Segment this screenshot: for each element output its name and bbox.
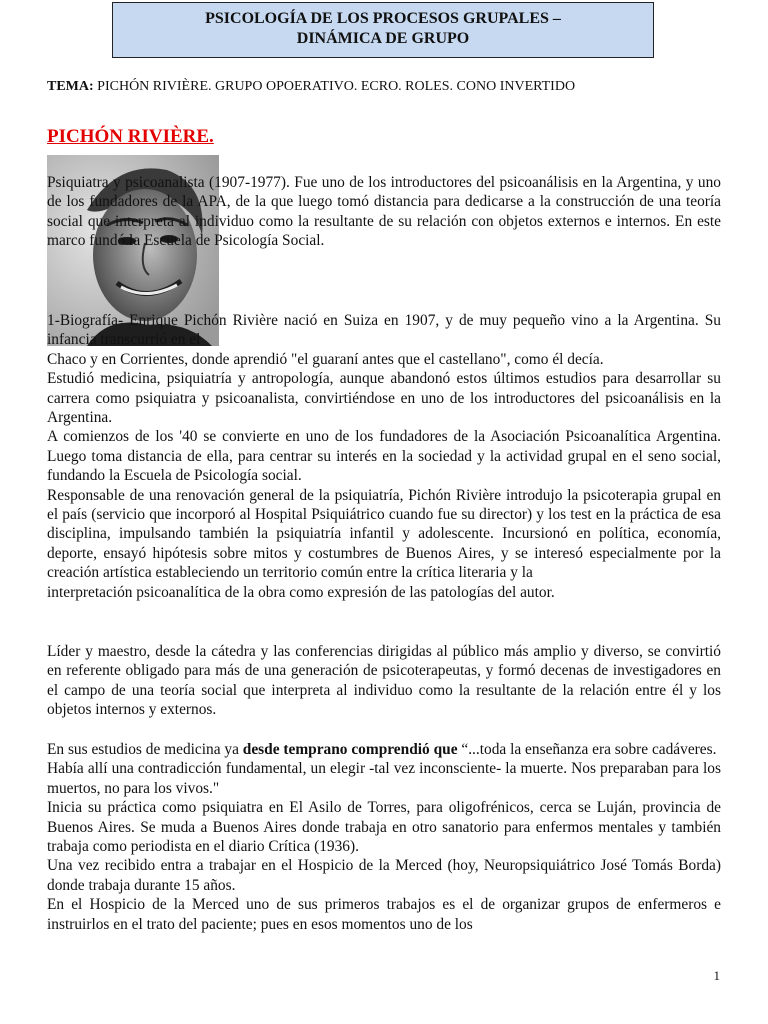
renovation-paragraph-last: interpretación psicoanalítica de la obra como expresión de las patologías del autor. [47,583,555,601]
section-heading: PICHÓN RIVIÈRE. [47,126,214,147]
document-title-line-2: DINÁMICA DE GRUPO [296,30,470,47]
intro-paragraph-block [47,173,721,251]
practice-paragraph: Inicia su práctica como psiquiatra en El Asilo de Torres, para oligofrénicos, cerca se Luján, provincia de Buenos Aires. Se muda a Buenos Aires donde trabaja en otro sanatorio para enfermos mentales y también trabaja como periodista en el diario Crítica (1936). [47,799,721,856]
intro-paragraph: Psiquiatra y psicoanalista (1907-1977). Fue uno de los introductores del psicoanálisis en la Argentina, y uno de los fundadores de la APA, de la que luego tomó distancia para dedicarse a la construcción de una teoría social que interpreta al individuo como la resultante de su relación con objetos externos e internos. En este marco fundó la Escuela de Psicología Social. [47,174,721,250]
medicine-text-start: En sus estudios de medicina ya [47,741,243,758]
biography-block [47,311,721,602]
topic-text: PICHÓN RIVIÈRE. GRUPO OPOERATIVO. ECRO. ROLES. CONO INVERTIDO [97,79,576,94]
leader-block [47,642,721,720]
nurses-paragraph: En el Hospicio de la Merced uno de sus primeros trabajos es el de organizar grupos de enfermeros e instruirlos en el trato del paciente; pues en esos momentos uno de los [47,896,721,933]
topic-label: TEMA: [47,79,94,94]
topic-line [47,77,575,96]
biography-paragraph-wrapped: 1-Biografía- Enrique Pichón Rivière nació en Suiza en 1907, y de muy pequeño vino a la Argentina. Su infancia transcurrió en el [47,312,721,349]
medicine-paragraph [47,740,721,759]
hospicio-paragraph: Una vez recibido entra a trabajar en el Hospicio de la Merced (hoy, Neuropsiquiátrico José Tomás Borda) donde trabaja durante 15 años. [47,857,721,894]
medicine-text-bold: desde temprano comprendió que [242,741,458,758]
contradiction-paragraph: Había allí una contradicción fundamental, un elegir -tal vez inconsciente- la muerte. Nos preparaban para los muertos, no para los vivos." [47,760,721,797]
document-title-line-1: PSICOLOGÍA DE LOS PROCESOS GRUPALES – [205,10,561,27]
studies-paragraph: Estudió medicina, psiquiatría y antropología, aunque abandonó estos últimos estudios para desarrollar su carrera como psiquiatra y psicoanalista, convirtiéndose en uno de los introductores del psicoanálisis en la Argentina. [47,370,721,427]
page-number: 1 [713,968,720,983]
renovation-paragraph: Responsable de una renovación general de la psiquiatría, Pichón Rivière introdujo la psicoterapia grupal en el país (servicio que incorporó al Hospital Psiquiátrico cuando fue su director) y los test en la práctica de esa disciplina, impulsando también la psiquiatría infantil y adolescente. Incursionó en política, economía, deporte, ensayó hipótesis sobre mitos y costumbres de Buenos Aires, y se interesó especialmente por la creación artística estableciendo un territorio común entre la crítica literaria y la [47,486,721,582]
document-title-box [112,2,654,58]
leader-paragraph: Líder y maestro, desde la cátedra y las conferencias dirigidas al público más amplio y diverso, se convirtió en referente obligado para más de una generación de psicoterapeutas, y formó decenas de investigadores en el campo de una teoría social que interpreta al individuo como la resultante de la relación entre él y los objetos internos y externos. [47,643,721,719]
biography-paragraph-rest: Chaco y en Corrientes, donde aprendió "el guaraní antes que el castellano", como él decía. [47,350,604,368]
apa-paragraph: A comienzos de los '40 se convierte en uno de los fundadores de la Asociación Psicoanalítica Argentina. Luego toma distancia de ella, para centrar su interés en la sociedad y la actividad grupal en el seno social, fundando la Escuela de Psicología social. [47,428,721,485]
medicine-block [47,740,721,934]
medicine-text-end: “...toda la enseñanza era sobre cadáveres. [457,741,717,758]
